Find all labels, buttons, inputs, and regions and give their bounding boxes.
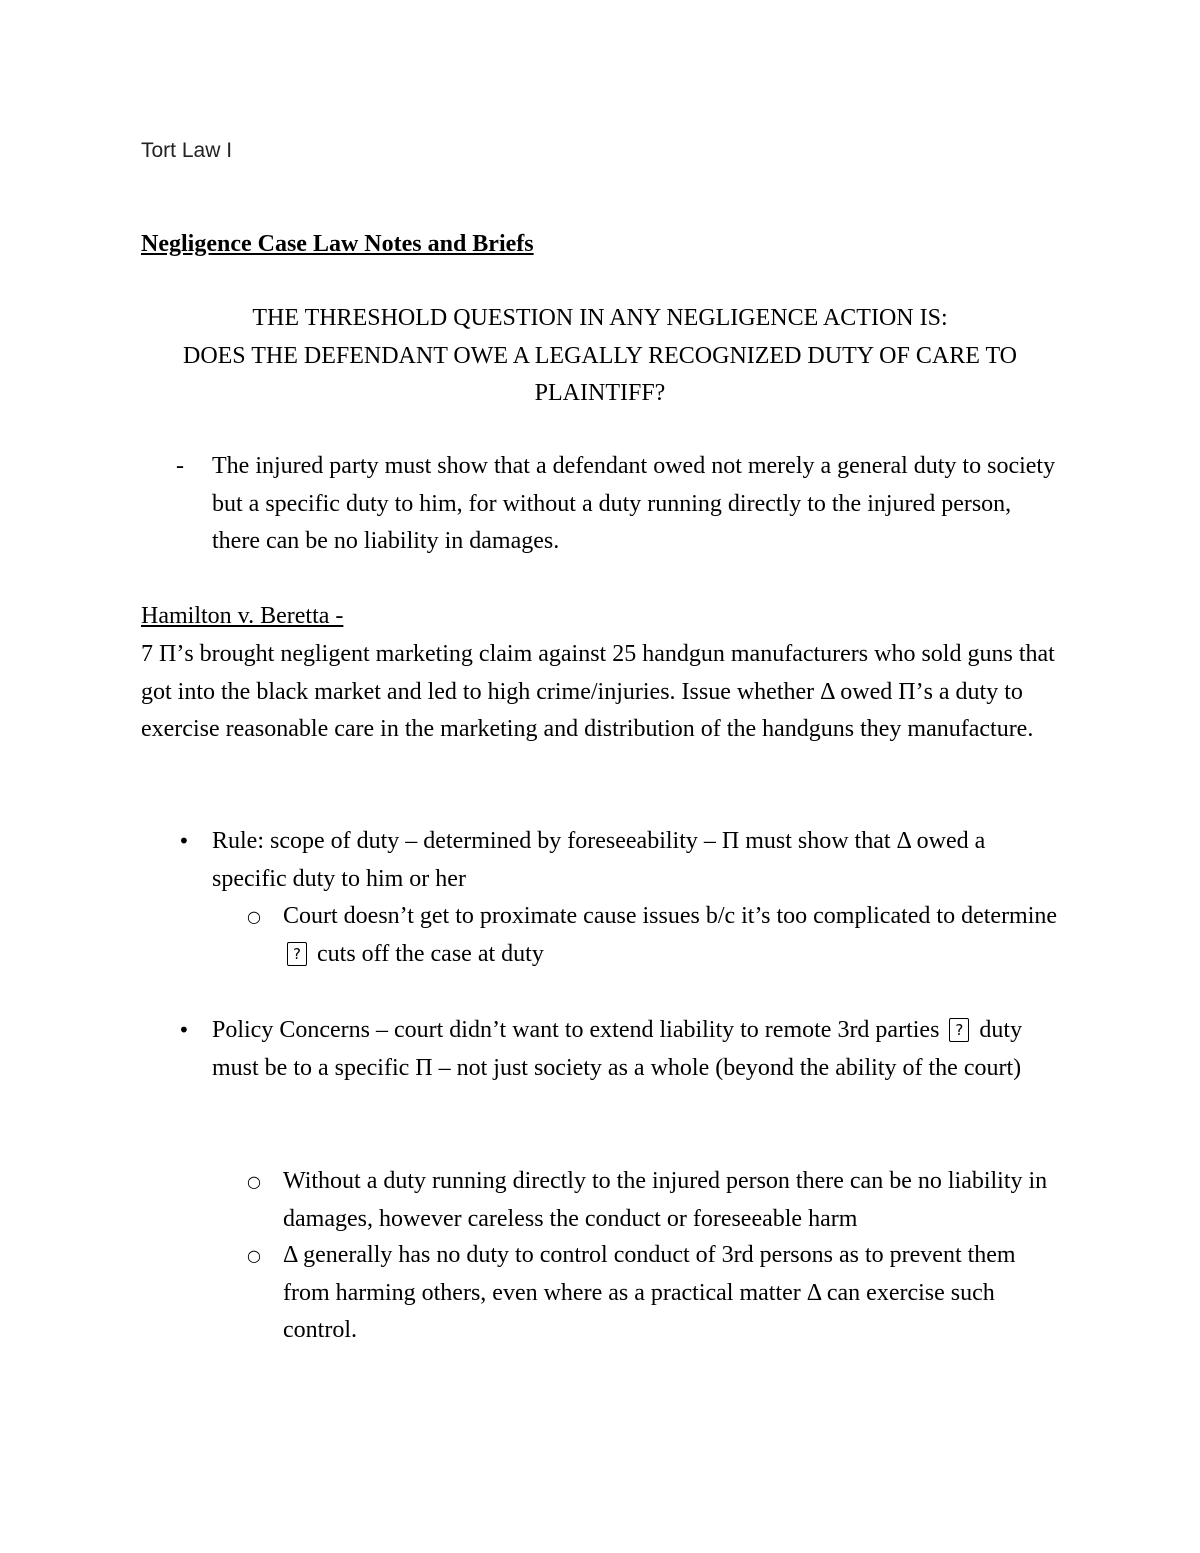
- sub-bullet-no-duty: [247, 1163, 1063, 1238]
- bullet-marker: •: [178, 829, 190, 853]
- threshold-line-2: DOES THE DEFENDANT OWE A LEGALLY RECOGNIZED DUTY OF CARE TO PLAINTIFF?: [182, 342, 1017, 407]
- circle-marker: ○: [247, 1172, 261, 1191]
- dash-marker: -: [176, 453, 184, 479]
- bullet-item-policy: [178, 1012, 1062, 1087]
- case-title: Hamilton v. Beretta -: [141, 603, 344, 629]
- bullet-item-rule: [178, 823, 1062, 898]
- threshold-question: [141, 300, 1059, 413]
- circle-marker: ○: [247, 1246, 261, 1265]
- bullet-text: Rule: scope of duty – determined by foreseeability – Π must show that Δ owed a specific duty to him or her: [212, 828, 986, 892]
- sub-bullet-third-persons: [247, 1237, 1063, 1350]
- bullet-text-end: duty must be to a specific Π – not just society as a whole (beyond the ability of the court): [212, 1017, 1023, 1081]
- missing-glyph-icon: ?: [287, 942, 307, 966]
- missing-glyph-icon: ?: [949, 1018, 969, 1042]
- dash-item-text: The injured party must show that a defendant owed not merely a general duty to society but a specific duty to him, for without a duty running directly to the injured person, there can be no liability in damages.: [212, 453, 1056, 555]
- sub-bullet-text: Δ generally has no duty to control conduct of 3rd persons as to prevent them from harming others, even where as a practical matter Δ can exercise such control.: [283, 1242, 1016, 1344]
- bullet-text-start: Policy Concerns – court didn’t want to extend liability to remote 3rd parties: [212, 1017, 940, 1043]
- sub-bullet-text: Without a duty running directly to the injured person there can be no liability in damages, however careless the conduct or foreseeable harm: [283, 1168, 1048, 1232]
- document-header: Tort Law I: [141, 139, 233, 162]
- threshold-line-1: THE THRESHOLD QUESTION IN ANY NEGLIGENCE ACTION IS:: [252, 305, 948, 331]
- page-title: Negligence Case Law Notes and Briefs: [141, 231, 534, 257]
- sub-bullet-text-start: Court doesn’t get to proximate cause issues b/c it’s too complicated to determine: [283, 903, 1058, 929]
- sub-bullet-text-end: cuts off the case at duty: [317, 940, 544, 967]
- case-summary: 7 Π’s brought negligent marketing claim against 25 handgun manufacturers who sold guns that got into the black market and led to high crime/injuries. Issue whether Δ owed Π’s a duty to exercise reasonable care in the marketing and distribution of the handguns they manufacture.: [141, 641, 1055, 743]
- circle-marker: ○: [247, 907, 261, 926]
- bullet-marker: •: [178, 1018, 190, 1042]
- sub-bullet-proximate-cause: [247, 898, 1063, 973]
